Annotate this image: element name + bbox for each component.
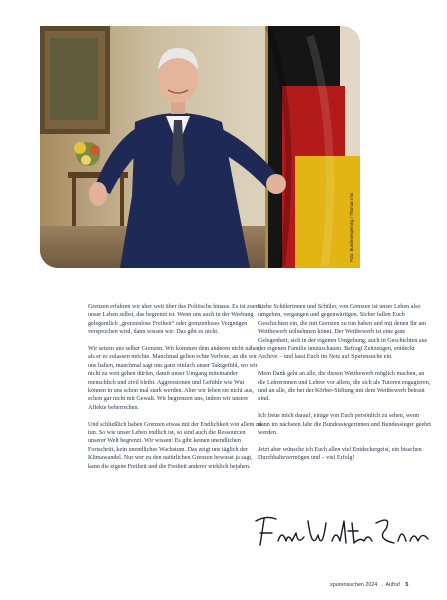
portrait-photo <box>40 26 360 268</box>
page-number: 5 <box>405 582 409 588</box>
paragraph: Und schließlich haben Grenzen etwas mit der Endlichkeit von allem zu tun. So wie unser Leben endlich ist, so sind auch die Ressourcen unserer Welt begrenzt. Wir wissen: Es gibt keinen unendlichen Fortschritt, kein unendliches Wachstum. Das zeigt uns täglich der Klimawandel. Nur wer zu den natürlichen Grenzen bewusst ja sagt, kann die eigene Freiheit und die Freiheit anderer wirklich bejahen. <box>88 421 262 470</box>
section-name: Aufruf <box>385 582 400 588</box>
paragraph: Mein Dank geht an alle, die diesen Wettbewerb möglich machen, an die Lehrerinnen und Lehrer vor allem, die sich als Tutoren engagieren, und an alle, die bei der Körber-Stiftung mit dem Wettbewerb betraut sind. <box>258 371 431 403</box>
publication-name: spurensuchen 2024 <box>330 582 378 588</box>
paragraph: Wir setzen uns selber Grenzen. Wir kommen dem anderen nicht näher, als er es zulassen möchte. Manchmal gelten echte Verbote, an die wir uns halten, manchmal sagt uns ganz einfach unser Taktgefühl, wo wir nicht zu weit gehen dürfen, damit unser Umgang miteinander menschlich und zivil bleibt. Aggressionen und Gefühle wie Wut können in uns schon mal stark werden. Aber wir leben sie nicht aus, schon gar nicht mit Gewalt. Wir begrenzen uns, indem wir unsere Affekte beherrschen. <box>88 346 261 411</box>
page-footer <box>330 582 408 588</box>
paragraph: Jetzt aber wünsche ich Euch allen viel Entdeckergeist, ein bisschen Durchhaltevermögen und – viel Erfolg! <box>258 446 422 462</box>
letter-column-left <box>88 303 262 479</box>
cover-photo <box>40 26 360 268</box>
paragraph: Grenzen erfahren wir aber weit über das Politische hinaus. Es ist zuerst unser Leben selbst, das begrenzt ist. Wenn uns auch in der Werbung gelegentlich „grenzenlose Freiheit“ oder grenzenloses Vergnügen versprochen wird, dann wissen wir: Das gibt es nicht. <box>88 304 262 336</box>
arrow-icon: → <box>378 582 385 588</box>
paragraph: Liebe Schülerinnen und Schüler, von Grenzen ist unser Leben also umgeben, vergangen und gegenwärtigen. Sicher fallen Euch Geschichten ein, die mit Grenzen zu tun haben und mit denen Ihr am Wettbewerb teilnehmen könnt. Der Wettbewerb ist eine gute Gelegenheit, sich in der eigenen Umgebung, auch in Geschichten aus der eigenen Familie umzuschauen. Befragt Zeitzeugen, entdeckt Archive – und lasst Euch im Netz auf Spurensuche ein. <box>258 304 428 361</box>
photo-credit: Foto: Bundesregierung / Thomas Imo <box>349 192 354 262</box>
handwritten-signature <box>252 511 432 558</box>
letter-column-right <box>258 303 432 471</box>
paragraph: Ich freue mich darauf, einige von Euch persönlich zu sehen, wenn dann im nächsten Jahr die Bundessiegerinnen und Bundessieger geehrt werden. <box>258 413 431 437</box>
